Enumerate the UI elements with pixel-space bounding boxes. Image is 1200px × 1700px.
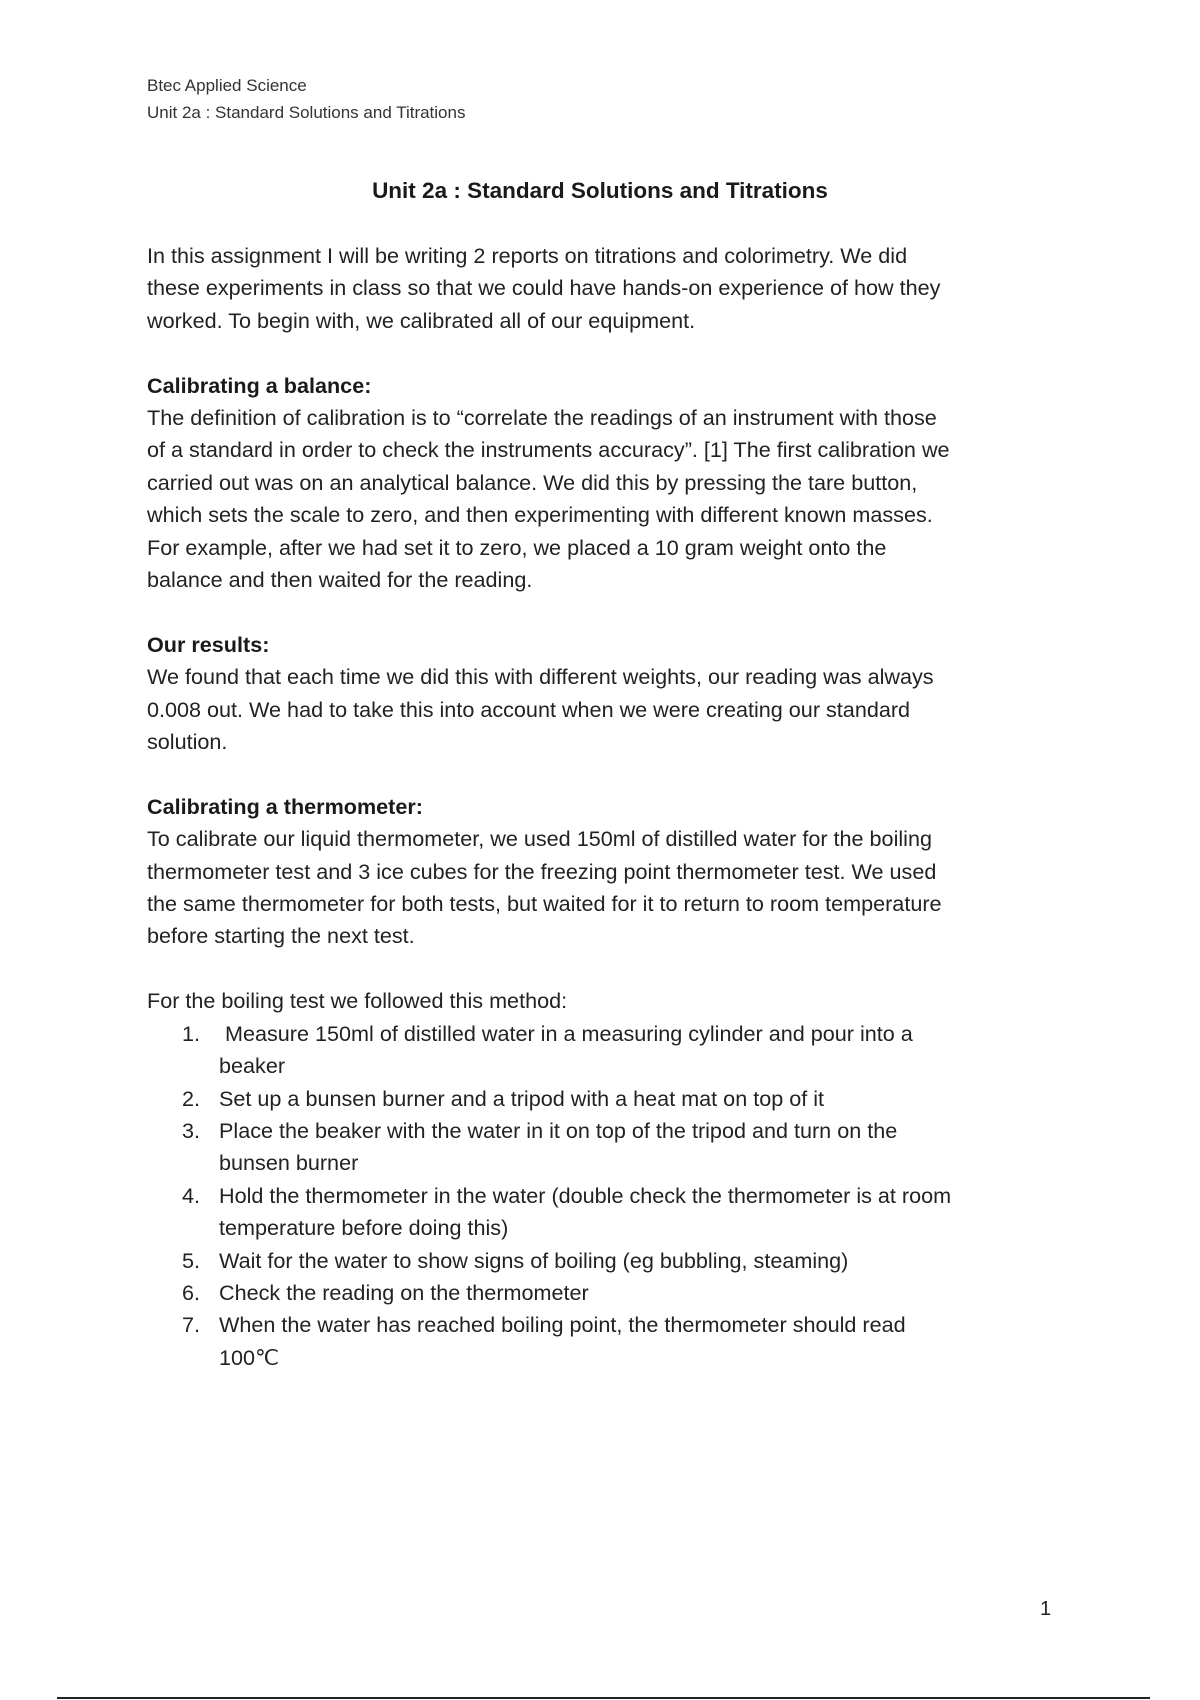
text-line: these experiments in class so that we could have hands-on experience of how they: [147, 275, 941, 301]
text-line: worked. To begin with, we calibrated all of our equipment.: [147, 307, 696, 333]
section-heading: Our results:: [147, 631, 270, 657]
section-boiling-method: [147, 985, 1067, 1374]
list-item: [147, 1115, 1067, 1180]
document-body: [147, 240, 1067, 1374]
section-heading: Calibrating a balance:: [147, 372, 372, 398]
list-number: 3.: [182, 1117, 201, 1143]
page-number: 1: [1040, 1598, 1052, 1620]
text-line: For example, after we had set it to zero, we placed a 10 gram weight onto the: [147, 534, 887, 560]
text-line: of a standard in order to check the instruments accuracy”. [1] The first calibration we: [147, 437, 950, 463]
list-item: [147, 1277, 1067, 1309]
text-line: Wait for the water to show signs of boiling (eg bubbling, steaming): [219, 1247, 849, 1273]
text-line: To calibrate our liquid thermometer, we used 150ml of distilled water for the boiling: [147, 826, 932, 852]
spacer: [147, 953, 1067, 985]
text-line: balance and then waited for the reading.: [147, 567, 533, 593]
list-item: [147, 1180, 1067, 1245]
text-line: thermometer test and 3 ice cubes for the freezing point thermometer test. We used: [147, 858, 937, 884]
list-number: 7.: [182, 1312, 201, 1338]
section-calibrating-thermometer: [147, 791, 1067, 953]
text-line: before starting the next test.: [147, 923, 415, 949]
list-item: [147, 1083, 1067, 1115]
section-heading: Calibrating a thermometer:: [147, 793, 423, 819]
text-line: which sets the scale to zero, and then experimenting with different known masses.: [147, 502, 933, 528]
text-line: solution.: [147, 729, 228, 755]
method-intro: For the boiling test we followed this method:: [147, 988, 568, 1014]
text-line: the same thermometer for both tests, but waited for it to return to room temperature: [147, 891, 942, 917]
header-course: Btec Applied Science: [147, 76, 307, 95]
list-item: [147, 1245, 1067, 1277]
text-line: temperature before doing this): [219, 1215, 509, 1241]
list-number: 6.: [182, 1279, 201, 1305]
text-line: Hold the thermometer in the water (double check the thermometer is at room: [219, 1182, 952, 1208]
list-item: [147, 1018, 1067, 1083]
text-line: Check the reading on the thermometer: [219, 1279, 589, 1305]
spacer: [147, 758, 1067, 790]
spacer: [147, 337, 1067, 369]
method-steps-list: [147, 1018, 1067, 1374]
text-line: beaker: [219, 1053, 286, 1079]
list-number: 1.: [182, 1020, 201, 1046]
list-number: 2.: [182, 1085, 201, 1111]
section-our-results: [147, 629, 1067, 759]
list-number: 4.: [182, 1182, 201, 1208]
text-line: bunsen burner: [219, 1150, 359, 1176]
text-line: We found that each time we did this with different weights, our reading was always: [147, 664, 934, 690]
spacer: [147, 596, 1067, 628]
text-line: Place the beaker with the water in it on top of the tripod and turn on the: [219, 1117, 898, 1143]
document-title: Unit 2a : Standard Solutions and Titrations: [372, 178, 828, 203]
list-number: 5.: [182, 1247, 201, 1273]
intro-paragraph: [147, 240, 1067, 337]
text-line: In this assignment I will be writing 2 reports on titrations and colorimetry. We did: [147, 243, 908, 268]
text-line: Measure 150ml of distilled water in a measuring cylinder and pour into a: [219, 1020, 913, 1046]
header-unit: Unit 2a : Standard Solutions and Titrations: [147, 103, 466, 122]
text-line: When the water has reached boiling point, the thermometer should read: [219, 1312, 906, 1338]
section-calibrating-balance: [147, 370, 1067, 597]
list-item: [147, 1309, 1067, 1374]
text-line: 0.008 out. We had to take this into account when we were creating our standard: [147, 696, 911, 722]
text-line: carried out was on an analytical balance. We did this by pressing the tare button,: [147, 469, 918, 495]
text-line: Set up a bunsen burner and a tripod with a heat mat on top of it: [219, 1085, 825, 1111]
text-line: 100℃: [219, 1344, 280, 1370]
page-header: [147, 72, 465, 126]
page-bottom-divider: [57, 1697, 1150, 1699]
text-line: The definition of calibration is to “correlate the readings of an instrument with those: [147, 405, 937, 431]
